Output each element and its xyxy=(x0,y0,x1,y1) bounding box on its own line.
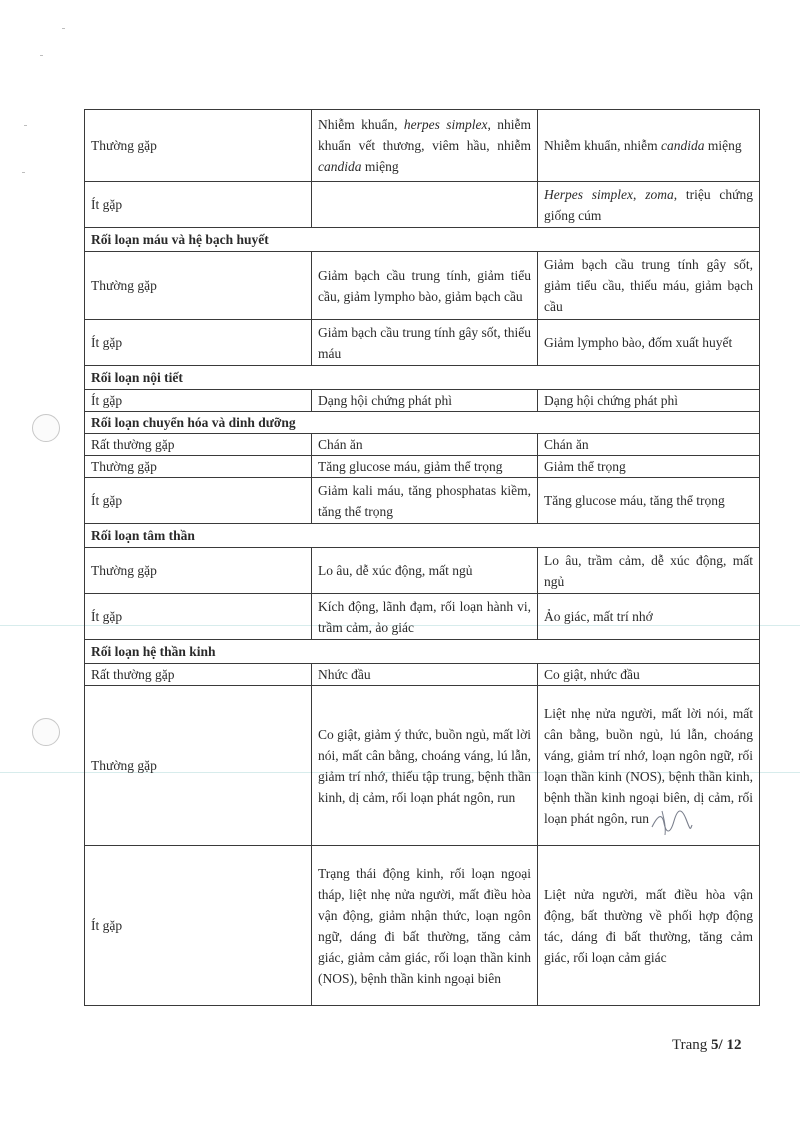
table-row xyxy=(85,182,760,228)
frequency-cell: Ít gặp xyxy=(85,320,312,366)
table-row xyxy=(85,252,760,320)
frequency-cell: Ít gặp xyxy=(85,182,312,228)
frequency-cell: Rất thường gặp xyxy=(85,664,312,686)
section-row xyxy=(85,640,760,664)
frequency-cell: Ít gặp xyxy=(85,390,312,412)
handwritten-signature xyxy=(648,805,694,839)
scan-speck xyxy=(62,28,65,29)
description-cell: Nhức đầu xyxy=(312,664,538,686)
section-title: Rối loạn chuyển hóa và dinh dưỡng xyxy=(85,412,760,434)
page-number xyxy=(672,1037,741,1054)
description-cell: Co giật, giảm ý thức, buồn ngủ, mất lời nói, mất cân bằng, choáng váng, lú lẫn, giảm trí nhớ, thiếu tập trung, bệnh thần kinh, dị cảm, rối loạn phát ngôn, run xyxy=(312,686,538,846)
table-row xyxy=(85,434,760,456)
description-cell: Chán ăn xyxy=(312,434,538,456)
cell-text: Herpes simplex, zoma, triệu chứng giống cúm xyxy=(544,186,753,223)
cell-text: herpes simplex xyxy=(403,117,488,132)
description-cell xyxy=(312,110,538,182)
frequency-cell: Thường gặp xyxy=(85,110,312,182)
scan-speck xyxy=(22,172,25,173)
description-cell: Liệt nửa người, mất điều hòa vận động, bất thường về phối hợp động tác, dáng đi bất thường, tăng cảm giác, rối loạn cảm giác xyxy=(538,846,760,1006)
description-cell xyxy=(538,110,760,182)
frequency-cell: Ít gặp xyxy=(85,594,312,640)
section-title: Rối loạn máu và hệ bạch huyết xyxy=(85,228,760,252)
description-cell: Tăng glucose máu, tăng thể trọng xyxy=(538,478,760,524)
table-row xyxy=(85,594,760,640)
cell-text: zoma xyxy=(645,186,674,202)
page-number-value: 5/ 12 xyxy=(711,1037,742,1053)
description-cell: Lo âu, dễ xúc động, mất ngủ xyxy=(312,548,538,594)
description-cell xyxy=(538,182,760,228)
description-cell: Dạng hội chứng phát phì xyxy=(538,390,760,412)
description-cell: Kích động, lãnh đạm, rối loạn hành vi, trầm cảm, ảo giác xyxy=(312,594,538,640)
side-effects-table xyxy=(84,109,760,1006)
description-cell: Co giật, nhức đầu xyxy=(538,664,760,686)
punch-hole xyxy=(32,718,60,746)
frequency-cell: Ít gặp xyxy=(85,478,312,524)
section-row xyxy=(85,228,760,252)
description-cell: Liệt nhẹ nửa người, mất lời nói, mất cân bằng, buồn ngủ, lú lẫn, choáng váng, giảm trí nhớ, loạn ngôn ngữ, rối loạn thần kinh (NOS), bệnh thần kinh, bệnh thần kinh ngoại biên, dị cảm, rối loạn phát ngôn, run xyxy=(538,686,760,846)
table-row xyxy=(85,664,760,686)
section-row xyxy=(85,412,760,434)
section-title: Rối loạn tâm thần xyxy=(85,524,760,548)
description-cell: Chán ăn xyxy=(538,434,760,456)
frequency-cell: Thường gặp xyxy=(85,686,312,846)
cell-text: candida xyxy=(318,159,362,174)
table-row xyxy=(85,456,760,478)
description-cell: Giảm bạch cầu trung tính gây sốt, giảm tiểu cầu, thiếu máu, giảm bạch cầu xyxy=(538,252,760,320)
frequency-cell: Ít gặp xyxy=(85,846,312,1006)
cell-text: Herpes simplex xyxy=(544,186,634,202)
frequency-cell: Thường gặp xyxy=(85,252,312,320)
description-cell xyxy=(312,182,538,228)
section-row xyxy=(85,366,760,390)
section-title: Rối loạn nội tiết xyxy=(85,366,760,390)
description-cell: Giảm lympho bào, đốm xuất huyết xyxy=(538,320,760,366)
description-cell: Lo âu, trầm cảm, dễ xúc động, mất ngủ xyxy=(538,548,760,594)
section-row xyxy=(85,524,760,548)
description-cell: Giảm kali máu, tăng phosphatas kiềm, tăng thể trọng xyxy=(312,478,538,524)
description-cell: Dạng hội chứng phát phì xyxy=(312,390,538,412)
table-row xyxy=(85,390,760,412)
scan-speck xyxy=(24,125,27,126)
description-cell: Giảm bạch cầu trung tính, giảm tiểu cầu, giảm lympho bào, giảm bạch cầu xyxy=(312,252,538,320)
table-row xyxy=(85,110,760,182)
description-cell: Tăng glucose máu, giảm thể trọng xyxy=(312,456,538,478)
cell-text: Nhiễm khuẩn, nhiễm candida miệng xyxy=(544,138,742,153)
scan-speck xyxy=(40,55,43,56)
description-cell: Giảm bạch cầu trung tính gây sốt, thiếu máu xyxy=(312,320,538,366)
cell-text: candida xyxy=(660,138,705,153)
description-cell: Trạng thái động kinh, rối loạn ngoại tháp, liệt nhẹ nửa người, mất điều hòa vận động, giảm nhận thức, loạn ngôn ngữ, dáng đi bất thường, tăng cảm giác, giảm cảm giác, rối loạn thần kinh (NOS), bệnh thần kinh ngoại biên xyxy=(312,846,538,1006)
frequency-cell: Thường gặp xyxy=(85,456,312,478)
frequency-cell: Rất thường gặp xyxy=(85,434,312,456)
table-row xyxy=(85,548,760,594)
table-row xyxy=(85,320,760,366)
punch-hole xyxy=(32,414,60,442)
page-label: Trang xyxy=(672,1037,708,1053)
section-title: Rối loạn hệ thần kinh xyxy=(85,640,760,664)
description-cell: Ảo giác, mất trí nhớ xyxy=(538,594,760,640)
table-row xyxy=(85,846,760,1006)
table-row xyxy=(85,478,760,524)
frequency-cell: Thường gặp xyxy=(85,548,312,594)
cell-text: Nhiễm khuẩn, herpes simplex, nhiễm khuẩn vết thương, viêm hầu, nhiễm candida miệng xyxy=(318,117,531,174)
description-cell: Giảm thể trọng xyxy=(538,456,760,478)
